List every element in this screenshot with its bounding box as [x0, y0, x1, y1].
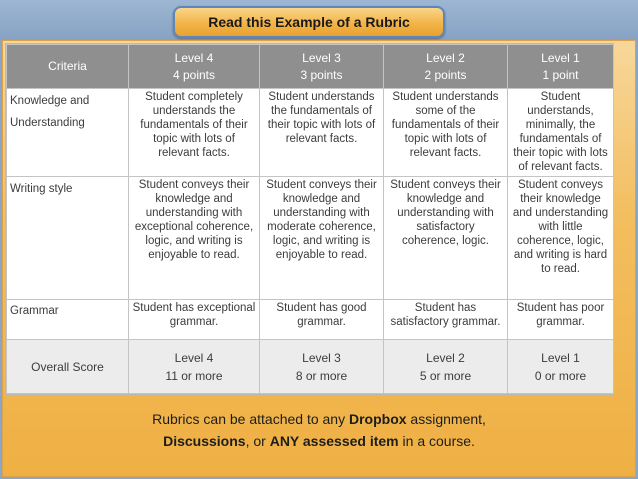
- criteria-header: [7, 45, 129, 89]
- level-1-points: 1 point: [542, 67, 579, 82]
- overall-score-row: [7, 340, 614, 394]
- note-discussions: Discussions: [163, 433, 246, 449]
- rubric-header-row: [7, 45, 614, 89]
- note-any-item: ANY assessed item: [269, 433, 399, 449]
- rubric-cell: Student understands, minimally, the fundamentals of their topic with lots of relevant facts.: [508, 89, 614, 177]
- note-text-3: , or: [245, 433, 270, 449]
- rubric-row-grammar: [7, 300, 614, 340]
- level-3-title: Level 3: [302, 50, 341, 65]
- rubric-cell: Student completely understands the fundamentals of their topic with lots of relevant facts.: [129, 89, 260, 177]
- overall-threshold: 0 or more: [534, 368, 587, 383]
- overall-score-cell: [384, 340, 508, 394]
- overall-level: Level 1: [541, 350, 580, 365]
- level-4-points: 4 points: [172, 67, 216, 82]
- level-1-title: Level 1: [541, 50, 580, 65]
- rubric-cell: Student understands some of the fundamentals of their topic with lots of relevant facts.: [384, 89, 508, 177]
- slide-title: Read this Example of a Rubric: [173, 6, 445, 38]
- rubric-cell: Student has satisfactory grammar.: [384, 300, 508, 340]
- note-text-2: assignment,: [406, 411, 486, 427]
- criteria-header-label: Criteria: [48, 59, 87, 73]
- overall-threshold: 8 or more: [295, 368, 348, 383]
- rubric-cell: Student conveys their knowledge and understanding with exceptional coherence, logic, and writing is enjoyable to read.: [129, 177, 260, 300]
- level-3-header: [260, 45, 384, 89]
- rubric-cell: Student understands the fundamentals of their topic with lots of relevant facts.: [260, 89, 384, 177]
- level-4-header: [129, 45, 260, 89]
- rubric-cell: Student conveys their knowledge and understanding with little coherence, logic, and writing is hard to read.: [508, 177, 614, 300]
- overall-level: Level 3: [302, 350, 341, 365]
- rubric-note: [0, 408, 638, 452]
- overall-score-label: Overall Score: [7, 340, 129, 394]
- rubric-row-knowledge: [7, 89, 614, 177]
- overall-score-cell: [260, 340, 384, 394]
- level-2-points: 2 points: [424, 67, 467, 82]
- criterion-knowledge: Knowledge and Understanding: [7, 89, 129, 177]
- rubric-cell: Student has good grammar.: [260, 300, 384, 340]
- level-2-title: Level 2: [426, 50, 465, 65]
- rubric-cell: Student has exceptional grammar.: [129, 300, 260, 340]
- overall-score-cell: [508, 340, 614, 394]
- level-3-points: 3 points: [300, 67, 343, 82]
- note-dropbox: Dropbox: [348, 411, 407, 427]
- criterion-grammar: Grammar: [7, 300, 129, 340]
- rubric-cell: Student conveys their knowledge and understanding with moderate coherence, logic, and writing is enjoyable to read.: [260, 177, 384, 300]
- overall-threshold: 5 or more: [419, 368, 472, 383]
- overall-level: Level 4: [174, 350, 214, 365]
- rubric-image: [5, 43, 614, 395]
- overall-score-cell: [129, 340, 260, 394]
- overall-threshold: 11 or more: [165, 368, 223, 383]
- overall-level: Level 2: [426, 350, 465, 365]
- criterion-writing-style: Writing style: [7, 177, 129, 300]
- rubric-table: [6, 44, 614, 394]
- rubric-cell: Student conveys their knowledge and understanding with satisfactory coherence, logic.: [384, 177, 508, 300]
- note-text-1: Rubrics can be attached to any: [152, 411, 349, 427]
- note-text-4: in a course.: [398, 433, 475, 449]
- level-1-header: [508, 45, 614, 89]
- rubric-cell: Student has poor grammar.: [508, 300, 614, 340]
- level-2-header: [384, 45, 508, 89]
- level-4-title: Level 4: [174, 50, 214, 65]
- rubric-row-writing-style: [7, 177, 614, 300]
